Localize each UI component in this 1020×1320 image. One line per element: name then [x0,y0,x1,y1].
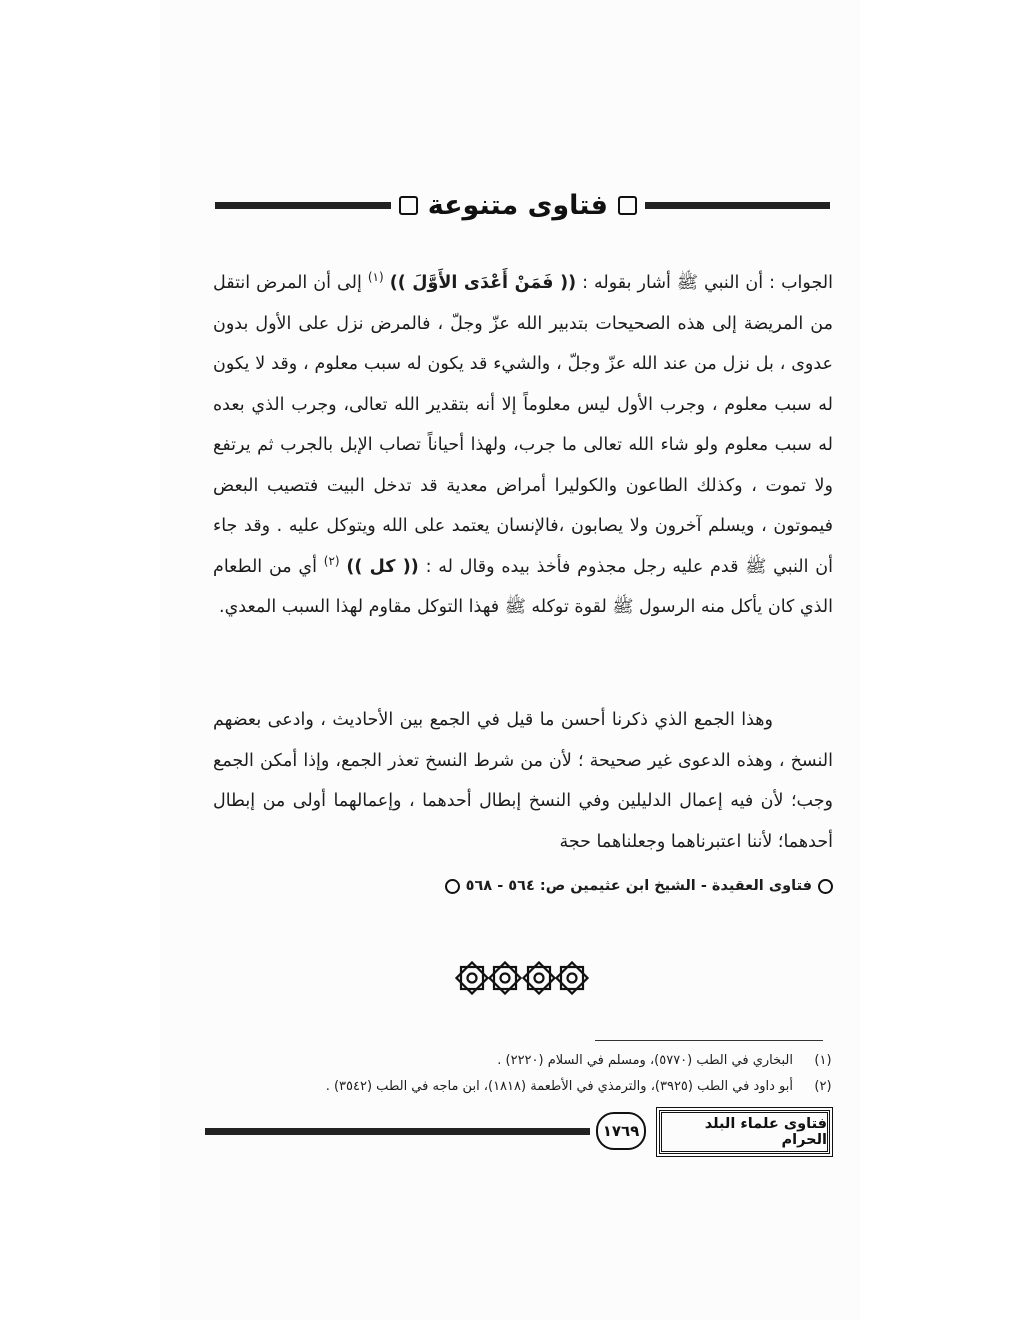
footnotes [213,1048,833,1100]
footer-rule [205,1128,590,1135]
page-footer [205,1110,830,1154]
hadith-quote-2: (( كل )) [346,556,419,577]
circle-bullet-icon [445,879,460,894]
header-rule-right [645,202,830,209]
star-ornament-icon [455,958,590,998]
footnote-ref-2: (٢) [323,553,340,568]
second-paragraph [213,700,833,862]
circle-bullet-icon [818,879,833,894]
square-ornament-icon [399,196,418,215]
answer-paragraph [213,263,833,628]
footnote-item [213,1074,833,1100]
footnote-divider [595,1040,823,1041]
footnote-number: (١) [814,1053,832,1068]
section-header [215,184,830,226]
footnote-ref-1: (١) [367,270,384,285]
answer-intro: الجواب : أن النبي ﷺ أشار بقوله : [582,273,833,293]
source-reference [213,878,833,894]
answer-body: إلى أن المرض انتقل من المريضة إلى هذه الصحيحات بتدبير الله عزّ وجلّ ، فالمرض نزل على الأول بدون عدوى ، بل نزل من عند الله عزّ وجلّ ، والشيء قد يكون له سبب معلوم ، وقد لا يكون له سبب معلوم ، وجرب الأول ليس معلوماً إلا أنه بتقدير الله تعالى، وجرب الذي بعده له سبب معلوم ولو شاء الله تعالى ما جرب، ولهذا أحياناً تصاب الإبل بالجرب ثم يرتفع ولا تموت ، وكذلك الطاعون والكوليرا أمراض معدية قد تدخل البيت فتصيب البعض فيموتون ، ويسلم آخرون ولا يصابون ،فالإنسان يعتمد على الله ويتوكل عليه . وقد جاء أن النبي ﷺ قدم عليه رجل مجذوم فأخذ بيده وقال له : [213,273,833,577]
header-rule-left [215,202,391,209]
footnote-text: البخاري في الطب (٥٧٧٠)، ومسلم في السلام (٢٢٢٠) . [497,1053,793,1068]
answer-body-2: أي من الطعام الذي كان يأكل منه الرسول ﷺ لقوة توكله ﷺ فهذا التوكل مقاوم لهذا السبب المعدي. [213,556,833,617]
footnote-item [213,1048,833,1074]
page-number: ١٧٦٩ [596,1112,646,1150]
square-ornament-icon [618,196,637,215]
source-text: فتاوى العقيدة - الشيخ ابن عثيمين ص: ٥٦٤ - ٥٦٨ [465,878,812,894]
second-paragraph-text: وهذا الجمع الذي ذكرنا أحسن ما قيل في الجمع بين الأحاديث ، وادعى بعضهم النسخ ، وهذه الدعوى غير صحيحة ؛ لأن من شرط النسخ تعذر الجمع، وإذا أمكن الجمع وجب؛ لأن فيه إعمال الدليلين وفي النسخ إبطال أحدهما ، وإعمالهما أولى من إبطال أحدهما؛ لأننا اعتبرناهما وجعلناهما حجة [213,710,833,852]
footnote-text: أبو داود في الطب (٣٩٢٥)، والترمذي في الأطعمة (١٨١٨)، ابن ماجه في الطب (٣٥٤٢) . [325,1079,793,1094]
hadith-quote: (( فَمَنْ أَعْدَى الأَوَّلَ )) [389,273,577,293]
book-title: فتاوى علماء البلد الحرام [659,1110,830,1154]
section-title: فتاوى متنوعة [427,189,608,221]
footnote-number: (٢) [814,1079,832,1094]
